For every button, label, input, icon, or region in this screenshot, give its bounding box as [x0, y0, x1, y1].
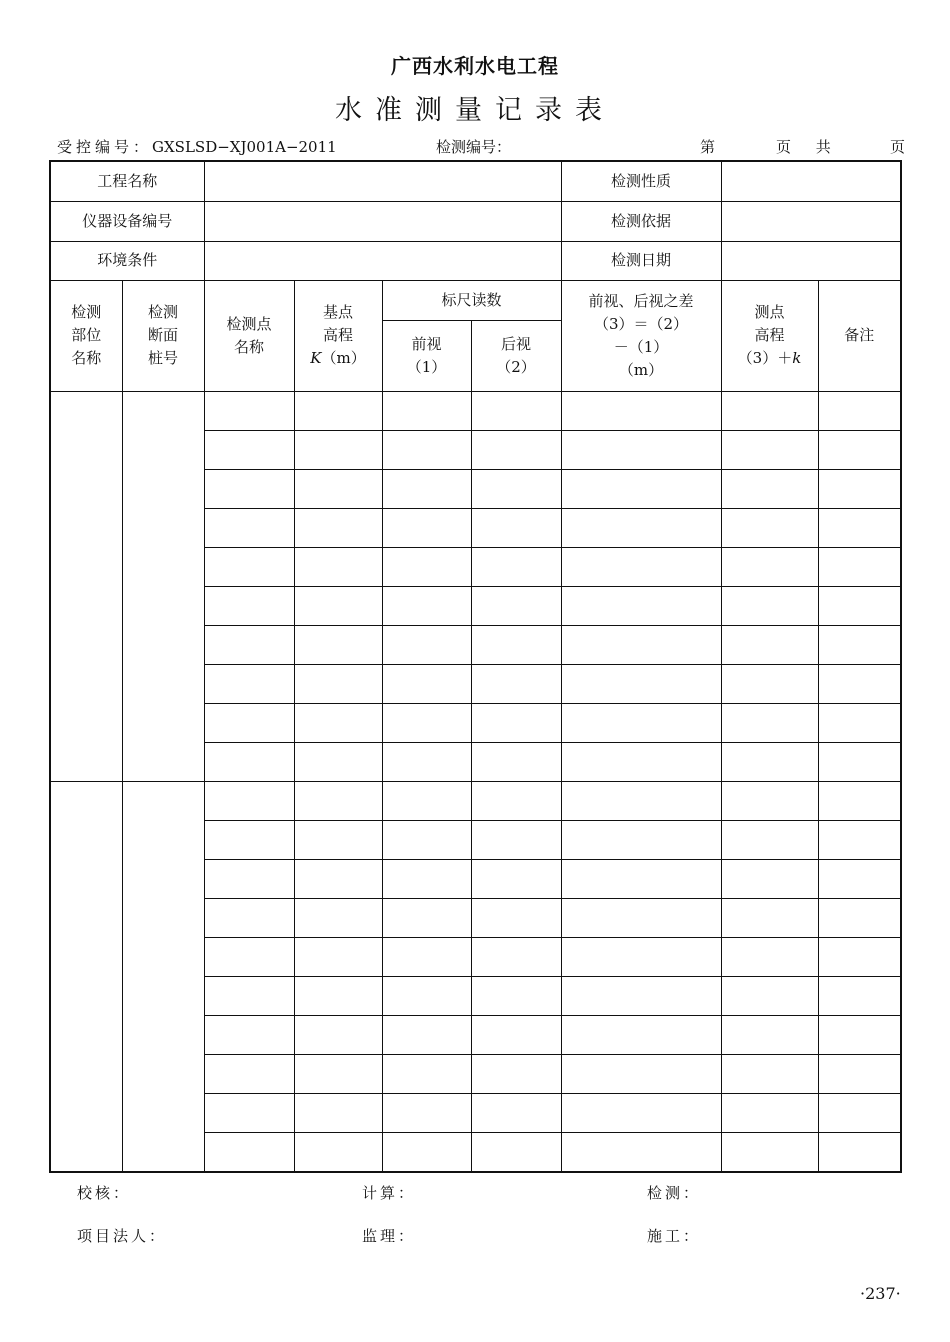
entry-cell[interactable] [471, 976, 561, 1015]
control-number-label: 受控编号： [57, 138, 153, 156]
col-staff-header: 标尺读数 [382, 280, 561, 320]
entry-cell[interactable] [471, 547, 561, 586]
control-number-value: GXSLSD−XJ001A−2011 [152, 138, 337, 156]
entry-cell[interactable] [471, 781, 561, 820]
entry-cell[interactable] [471, 898, 561, 937]
test-label: 检测： [647, 1184, 702, 1202]
entry-cell[interactable] [382, 1015, 471, 1054]
entry-cell[interactable] [294, 1054, 382, 1093]
page-suffix: 页 [890, 138, 906, 156]
record-table [49, 160, 902, 1173]
entry-cell[interactable] [294, 859, 382, 898]
test-nature-field[interactable] [721, 161, 901, 201]
entry-cell[interactable] [561, 1015, 721, 1054]
entry-cell[interactable] [818, 1054, 901, 1093]
section-cell[interactable] [122, 781, 204, 1172]
table-row [50, 391, 901, 430]
entry-cell[interactable] [204, 586, 294, 625]
entry-cell[interactable] [204, 547, 294, 586]
col-part-header: 检测部位名称 [50, 280, 122, 391]
entry-cell[interactable] [471, 586, 561, 625]
entry-cell[interactable] [471, 430, 561, 469]
entry-cell[interactable] [204, 625, 294, 664]
entry-cell[interactable] [294, 937, 382, 976]
col-back-header: 后视 （2） [471, 320, 561, 391]
entry-cell[interactable] [818, 469, 901, 508]
entry-cell[interactable] [204, 430, 294, 469]
entry-cell[interactable] [818, 508, 901, 547]
entry-cell[interactable] [721, 820, 818, 859]
entry-cell[interactable] [721, 547, 818, 586]
page-title: 水准测量记录表 [335, 95, 615, 126]
entry-cell[interactable] [818, 586, 901, 625]
entry-cell[interactable] [382, 703, 471, 742]
entry-cell[interactable] [294, 1015, 382, 1054]
entry-cell[interactable] [294, 625, 382, 664]
entry-cell[interactable] [818, 976, 901, 1015]
entry-cell[interactable] [382, 976, 471, 1015]
entry-cell[interactable] [382, 820, 471, 859]
entry-cell[interactable] [471, 1015, 561, 1054]
entry-cell[interactable] [561, 1093, 721, 1132]
entry-cell[interactable] [818, 898, 901, 937]
col-remark-header: 备注 [818, 280, 901, 391]
entry-cell[interactable] [471, 625, 561, 664]
entry-cell[interactable] [294, 391, 382, 430]
test-date-label: 检测日期 [561, 241, 721, 280]
entry-cell[interactable] [471, 820, 561, 859]
entry-cell[interactable] [294, 469, 382, 508]
entry-cell[interactable] [561, 1132, 721, 1172]
entry-cell[interactable] [294, 508, 382, 547]
entry-cell[interactable] [382, 430, 471, 469]
entry-cell[interactable] [721, 703, 818, 742]
entry-cell[interactable] [561, 508, 721, 547]
test-number-label: 检测编号： [436, 138, 512, 156]
entry-cell[interactable] [294, 586, 382, 625]
entry-cell[interactable] [382, 1054, 471, 1093]
entry-cell[interactable] [721, 859, 818, 898]
construction-label: 施工： [647, 1227, 702, 1245]
entry-cell[interactable] [818, 742, 901, 781]
entry-cell[interactable] [471, 937, 561, 976]
entry-cell[interactable] [818, 1132, 901, 1172]
entry-cell[interactable] [818, 391, 901, 430]
entry-cell[interactable] [721, 1015, 818, 1054]
entry-cell[interactable] [721, 1093, 818, 1132]
entry-cell[interactable] [204, 898, 294, 937]
test-basis-field[interactable] [721, 201, 901, 241]
entry-cell[interactable] [561, 937, 721, 976]
entry-cell[interactable] [721, 391, 818, 430]
entry-cell[interactable] [294, 430, 382, 469]
entry-cell[interactable] [382, 664, 471, 703]
entry-cell[interactable] [204, 1054, 294, 1093]
page-mid: 页 共 [776, 138, 831, 156]
col-base-header: 基点高程 K（m） [294, 280, 382, 391]
entry-cell[interactable] [561, 391, 721, 430]
entry-cell[interactable] [561, 820, 721, 859]
col-point-header: 检测点名称 [204, 280, 294, 391]
entry-cell[interactable] [382, 859, 471, 898]
entry-cell[interactable] [471, 469, 561, 508]
entry-cell[interactable] [818, 820, 901, 859]
entry-cell[interactable] [294, 976, 382, 1015]
entry-cell[interactable] [382, 937, 471, 976]
supervision-label: 监理： [362, 1227, 417, 1245]
entry-cell[interactable] [294, 742, 382, 781]
entry-cell[interactable] [471, 1054, 561, 1093]
entry-cell[interactable] [561, 781, 721, 820]
entry-cell[interactable] [382, 781, 471, 820]
entry-cell[interactable] [721, 1054, 818, 1093]
col-section-header: 检测断面桩号 [122, 280, 204, 391]
env-label: 环境条件 [50, 241, 204, 280]
entry-cell[interactable] [204, 664, 294, 703]
entry-cell[interactable] [204, 976, 294, 1015]
legal-person-label: 项目法人： [77, 1227, 168, 1245]
entry-cell[interactable] [204, 469, 294, 508]
entry-cell[interactable] [561, 664, 721, 703]
entry-cell[interactable] [818, 664, 901, 703]
entry-cell[interactable] [721, 1132, 818, 1172]
entry-cell[interactable] [204, 1015, 294, 1054]
col-elev-header: 测点高程 （3）＋k [721, 280, 818, 391]
entry-cell[interactable] [721, 976, 818, 1015]
entry-cell[interactable] [471, 703, 561, 742]
entry-cell[interactable] [721, 898, 818, 937]
entry-cell[interactable] [471, 742, 561, 781]
entry-cell[interactable] [471, 859, 561, 898]
entry-cell[interactable] [382, 898, 471, 937]
env-field[interactable] [204, 241, 561, 280]
entry-cell[interactable] [561, 1054, 721, 1093]
calc-label: 计算： [362, 1184, 417, 1202]
page-number: ·237· [860, 1284, 901, 1303]
entry-cell[interactable] [561, 625, 721, 664]
entry-cell[interactable] [382, 508, 471, 547]
entry-cell[interactable] [382, 1093, 471, 1132]
entry-cell[interactable] [818, 781, 901, 820]
entry-cell[interactable] [818, 859, 901, 898]
entry-cell[interactable] [721, 781, 818, 820]
entry-cell[interactable] [204, 1093, 294, 1132]
instrument-no-field[interactable] [204, 201, 561, 241]
entry-cell[interactable] [561, 547, 721, 586]
entry-cell[interactable] [382, 586, 471, 625]
entry-cell[interactable] [382, 469, 471, 508]
entry-cell[interactable] [204, 391, 294, 430]
section-cell[interactable] [122, 391, 204, 781]
project-name-label: 工程名称 [50, 161, 204, 201]
entry-cell[interactable] [471, 664, 561, 703]
entry-cell[interactable] [561, 742, 721, 781]
entry-cell[interactable] [294, 703, 382, 742]
entry-cell[interactable] [818, 547, 901, 586]
entry-cell[interactable] [561, 898, 721, 937]
entry-cell[interactable] [382, 391, 471, 430]
entry-cell[interactable] [721, 586, 818, 625]
entry-cell[interactable] [818, 625, 901, 664]
entry-cell[interactable] [204, 781, 294, 820]
entry-cell[interactable] [721, 664, 818, 703]
entry-cell[interactable] [561, 703, 721, 742]
entry-cell[interactable] [561, 976, 721, 1015]
table-row [50, 781, 901, 820]
entry-cell[interactable] [294, 1093, 382, 1132]
entry-cell[interactable] [471, 1132, 561, 1172]
entry-cell[interactable] [294, 664, 382, 703]
entry-cell[interactable] [294, 781, 382, 820]
entry-cell[interactable] [382, 547, 471, 586]
entry-cell[interactable] [818, 430, 901, 469]
entry-cell[interactable] [294, 1132, 382, 1172]
project-name-field[interactable] [204, 161, 561, 201]
test-nature-label: 检测性质 [561, 161, 721, 201]
organization-title: 广西水利水电工程 [391, 54, 559, 78]
entry-cell[interactable] [382, 742, 471, 781]
entry-cell[interactable] [721, 937, 818, 976]
entry-cell[interactable] [204, 742, 294, 781]
entry-cell[interactable] [204, 859, 294, 898]
entry-cell[interactable] [818, 937, 901, 976]
entry-cell[interactable] [471, 1093, 561, 1132]
entry-cell[interactable] [294, 820, 382, 859]
entry-cell[interactable] [294, 898, 382, 937]
entry-cell[interactable] [721, 625, 818, 664]
entry-cell[interactable] [561, 469, 721, 508]
entry-cell[interactable] [561, 586, 721, 625]
entry-cell[interactable] [204, 1132, 294, 1172]
test-basis-label: 检测依据 [561, 201, 721, 241]
instrument-no-label: 仪器设备编号 [50, 201, 204, 241]
entry-cell[interactable] [561, 859, 721, 898]
entry-cell[interactable] [204, 703, 294, 742]
part-cell[interactable] [50, 781, 122, 1172]
entry-cell[interactable] [204, 820, 294, 859]
entry-cell[interactable] [721, 430, 818, 469]
page-prefix: 第 [700, 138, 716, 156]
entry-cell[interactable] [204, 937, 294, 976]
entry-cell[interactable] [721, 742, 818, 781]
entry-cell[interactable] [471, 391, 561, 430]
entry-cell[interactable] [471, 508, 561, 547]
col-diff-header: 前视、后视之差 （3）＝（2）－（1） （m） [561, 280, 721, 391]
entry-cell[interactable] [382, 1132, 471, 1172]
test-date-field[interactable] [721, 241, 901, 280]
entry-cell[interactable] [204, 508, 294, 547]
entry-cell[interactable] [818, 1093, 901, 1132]
entry-cell[interactable] [818, 1015, 901, 1054]
entry-cell[interactable] [721, 469, 818, 508]
part-cell[interactable] [50, 391, 122, 781]
control-number [57, 136, 337, 157]
entry-cell[interactable] [561, 430, 721, 469]
entry-cell[interactable] [382, 625, 471, 664]
col-fore-header: 前视 （1） [382, 320, 471, 391]
check-label: 校核： [77, 1184, 132, 1202]
entry-cell[interactable] [818, 703, 901, 742]
entry-cell[interactable] [294, 547, 382, 586]
entry-cell[interactable] [721, 508, 818, 547]
